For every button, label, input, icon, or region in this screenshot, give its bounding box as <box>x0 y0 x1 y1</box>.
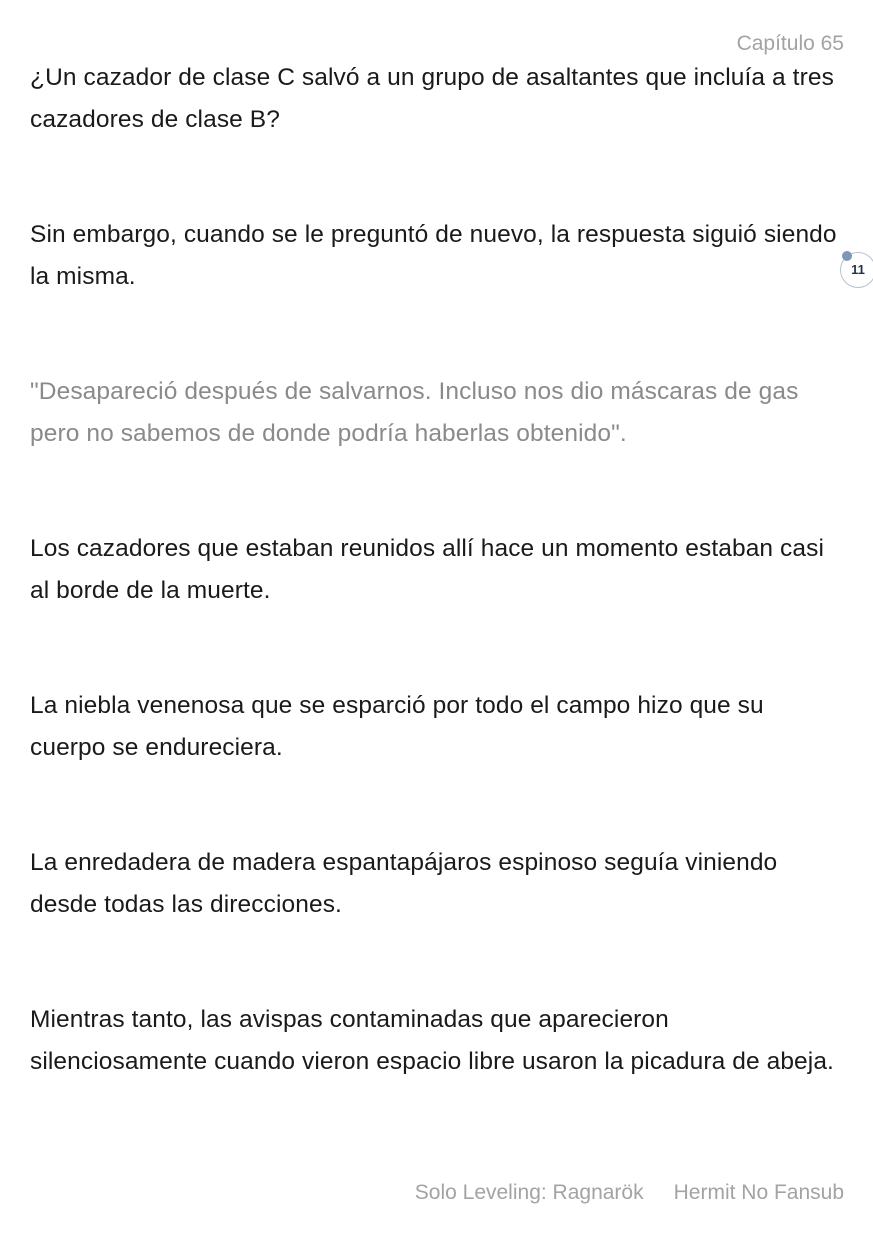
chapter-title: Capítulo 65 <box>736 32 844 55</box>
paragraph: La niebla venenosa que se esparció por todo el campo hizo que su cuerpo se endureciera. <box>30 692 764 761</box>
footer <box>415 1181 844 1205</box>
chapter-text <box>30 57 840 1156</box>
paragraph: Los cazadores que estaban reunidos allí hace un momento estaban casi al borde de la muerte. <box>30 535 825 604</box>
paragraph: Sin embargo, cuando se le preguntó de nuevo, la respuesta siguió siendo la misma. <box>30 221 837 290</box>
badge-dot-icon <box>842 251 852 261</box>
paragraph: La enredadera de madera espantapájaros espinoso seguía viniendo desde todas las direcciones. <box>30 849 778 918</box>
paragraph: ¿Un cazador de clase C salvó a un grupo de asaltantes que incluía a tres cazadores de clase B? <box>30 64 834 133</box>
series-name: Solo Leveling: Ragnarök <box>414 1181 644 1204</box>
paragraph: Mientras tanto, las avispas contaminadas que aparecieron silenciosamente cuando vieron espacio libre usaron la picadura de abeja. <box>30 1006 834 1075</box>
group-name: Hermit No Fansub <box>673 1181 844 1204</box>
comment-count: 11 <box>851 262 865 277</box>
comment-count-badge[interactable] <box>840 252 873 288</box>
quoted-paragraph: "Desapareció después de salvarnos. Incluso nos dio máscaras de gas pero no sabemos de donde podría haberlas obtenido". <box>30 378 799 447</box>
